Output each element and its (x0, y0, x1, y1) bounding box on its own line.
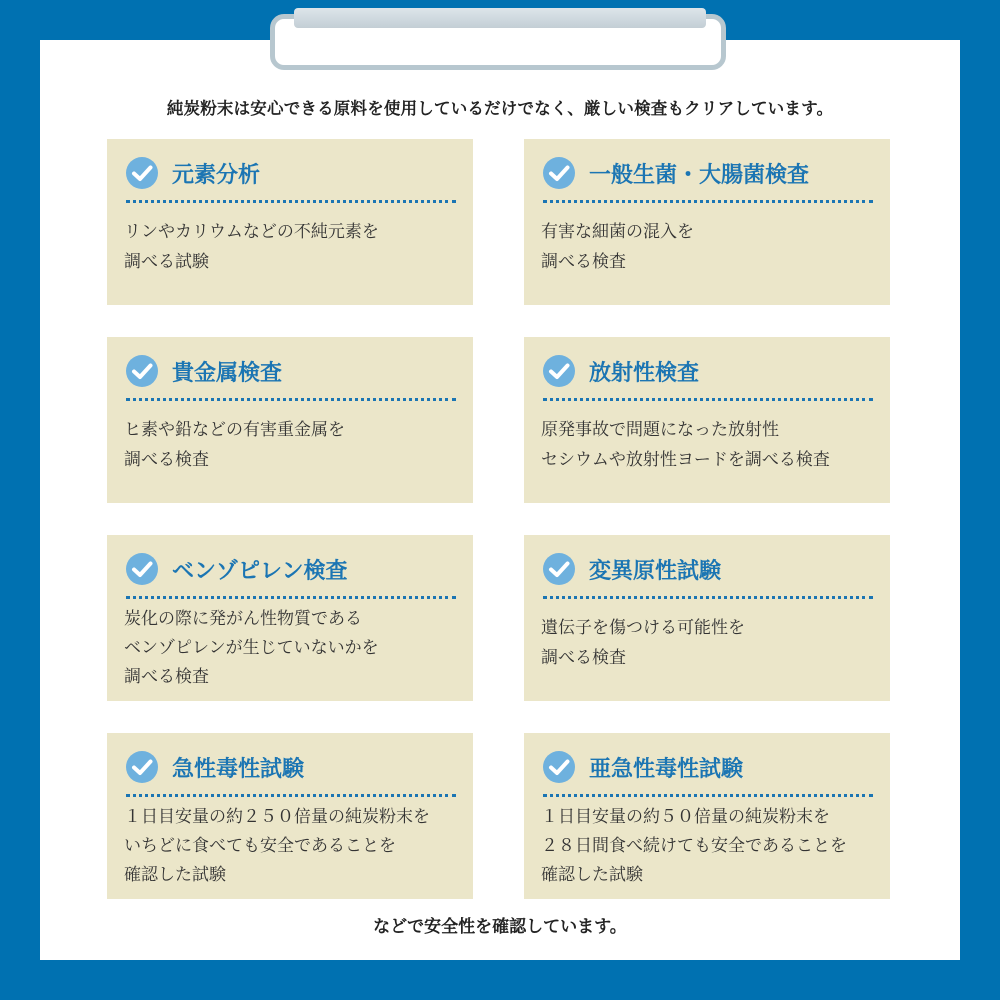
card-line: 調べる検査 (124, 667, 209, 687)
card-bacteria-test (524, 139, 890, 305)
card-line: 確認した試験 (124, 865, 226, 885)
card-line: いちどに食べても安全であることを (124, 836, 396, 856)
check-circle-icon (543, 355, 575, 387)
card-line: ヒ素や鉛などの有害重金属を (124, 420, 345, 440)
card-line: １日目安量の約２５０倍量の純炭粉末を (124, 807, 430, 827)
card-header (543, 749, 873, 797)
card-line: 調べる検査 (541, 648, 626, 668)
card-description (124, 605, 469, 692)
clipboard-bar (294, 8, 706, 28)
card-radioactivity-test (524, 337, 890, 503)
card-line: ベンゾピレンが生じていないかを (124, 638, 379, 658)
card-title: ベンゾピレン検査 (172, 559, 348, 584)
card-header (543, 353, 873, 401)
card-title: 一般生菌・大腸菌検査 (589, 163, 810, 188)
card-description (541, 415, 886, 475)
card-line: 確認した試験 (541, 865, 643, 885)
card-line: 調べる検査 (124, 450, 209, 470)
card-line: 遺伝子を傷つける可能性を (541, 618, 745, 638)
card-title: 亜急性毒性試験 (589, 757, 744, 782)
card-line: リンやカリウムなどの不純元素を (124, 222, 379, 242)
card-header (126, 551, 456, 599)
card-title: 放射性検査 (589, 361, 700, 386)
card-line: 原発事故で問題になった放射性 (541, 420, 779, 440)
card-header (126, 749, 456, 797)
card-line: 調べる検査 (541, 252, 626, 272)
card-header (126, 155, 456, 203)
card-description (541, 803, 886, 890)
check-circle-icon (126, 553, 158, 585)
card-description (541, 613, 886, 673)
card-description (124, 415, 469, 475)
check-circle-icon (543, 751, 575, 783)
card-acute-toxicity-test (107, 733, 473, 899)
check-circle-icon (126, 751, 158, 783)
check-circle-icon (126, 157, 158, 189)
card-element-analysis (107, 139, 473, 305)
card-line: １日目安量の約５０倍量の純炭粉末を (541, 807, 830, 827)
intro-text: 純炭粉末は安心できる原料を使用しているだけでなく、厳しい検査もクリアしています。 (166, 99, 834, 118)
check-circle-icon (543, 157, 575, 189)
card-line: ２８日間食べ続けても安全であることを (541, 836, 847, 856)
card-line: セシウムや放射性ヨードを調べる検査 (541, 450, 830, 470)
footer-text: などで安全性を確認しています。 (373, 917, 627, 937)
card-line: 有害な細菌の混入を (541, 222, 694, 242)
card-benzopyrene-test (107, 535, 473, 701)
check-circle-icon (126, 355, 158, 387)
card-title: 急性毒性試験 (172, 757, 305, 782)
card-mutagenicity-test (524, 535, 890, 701)
check-circle-icon (543, 553, 575, 585)
card-subacute-toxicity-test (524, 733, 890, 899)
card-description (124, 803, 469, 890)
card-heavy-metal-test (107, 337, 473, 503)
card-title: 貴金属検査 (172, 361, 283, 386)
card-description (541, 217, 886, 277)
card-title: 元素分析 (172, 163, 261, 188)
card-line: 炭化の際に発がん性物質である (124, 609, 362, 629)
card-line: 調べる試験 (124, 252, 209, 272)
card-header (543, 551, 873, 599)
card-header (126, 353, 456, 401)
card-title: 変異原性試験 (589, 559, 722, 584)
card-description (124, 217, 469, 277)
card-header (543, 155, 873, 203)
